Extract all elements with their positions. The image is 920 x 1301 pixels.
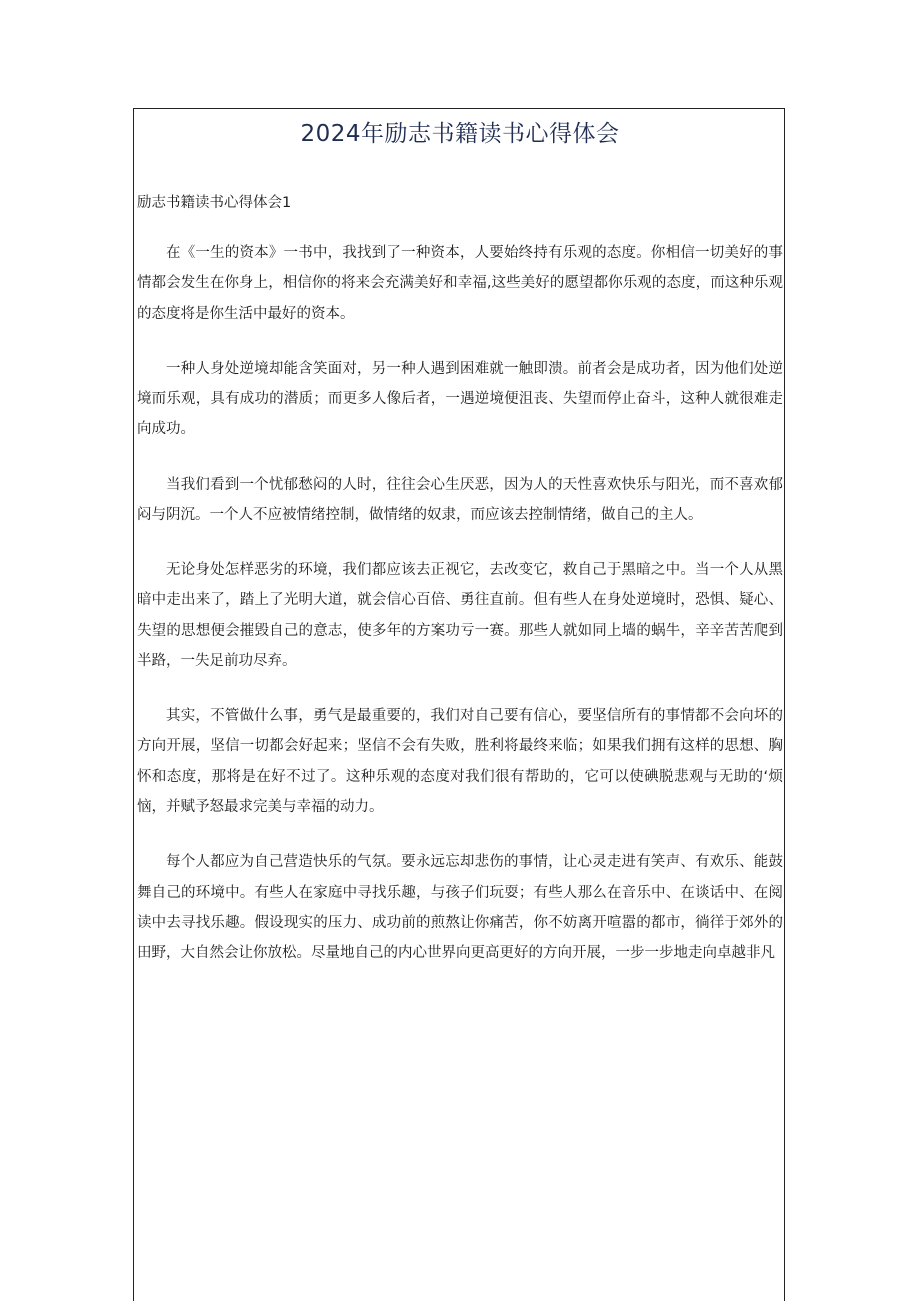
document-body	[137, 238, 783, 968]
paragraph-6: 每个人都应为自己营造快乐的气氛。要永远忘却悲伤的事情，让心灵走进有笑声、有欢乐、能鼓舞自己的环境中。有些人在家庭中寻找乐趣，与孩子们玩耍；有些人那么在音乐中、在谈话中、在阅读中去寻找乐趣。假设现实的压力、成功前的煎熬让你痛苦，你不妨离开喧嚣的都市，徜徉于郊外的田野，大自然会让你放松。尽量地自己的内心世界向更高更好的方向开展，一步一步地走向卓越非凡	[137, 854, 783, 962]
section-heading: 励志书籍读书心得体会1	[137, 195, 292, 211]
paragraph-3: 当我们看到一个忧郁愁闷的人时，往往会心生厌恶，因为人的天性喜欢快乐与阳光，而不喜欢郁闷与阴沉。一个人不应被情绪控制，做情绪的奴隶，而应该去控制情绪，做自己的主人。	[137, 476, 783, 523]
paragraph-5: 其实，不管做什么事，勇气是最重要的，我们对自己要有信心，要坚信所有的事情都不会向坏的方向开展，坚信一切都会好起来；坚信不会有失败，胜利将最终来临；如果我们拥有这样的思想、胸怀和态度，那将是在好不过了。这种乐观的态度对我们很有帮助的，它可以使碘脱悲观与无助的‘烦恼，并赋予怒最求完美与幸福的动力。	[137, 708, 783, 816]
document-title: 2024年励志书籍读书心得体会	[300, 121, 620, 147]
paragraph-4: 无论身处怎样恶劣的环境，我们都应该去正视它，去改变它，救自己于黑暗之中。当一个人从黑暗中走出来了，踏上了光明大道，就会信心百倍、勇往直前。但有些人在身处逆境时，恐惧、疑心、失望的思想便会摧毁自己的意志，使多年的方案功亏一赛。那些人就如同上墙的蜗牛，辛辛苦苦爬到半路，一失足前功尽弃。	[137, 562, 783, 669]
paragraph-2: 一种人身处逆境却能含笑面对，另一种人遇到困难就一触即溃。前者会是成功者，因为他们处逆境而乐观，具有成功的潜质；而更多人像后者，一遇逆境便沮丧、失望而停止奋斗，这种人就很难走向成功。	[137, 360, 783, 438]
paragraph-1: 在《一生的资本》一书中，我找到了一种资本，人要始终持有乐观的态度。你相信一切美好的事情都会发生在你身上，相信你的将来会充满美好和幸福,这些美好的愿望都你乐观的态度，而这种乐观的态度将是你生活中最好的资本。	[137, 245, 783, 322]
